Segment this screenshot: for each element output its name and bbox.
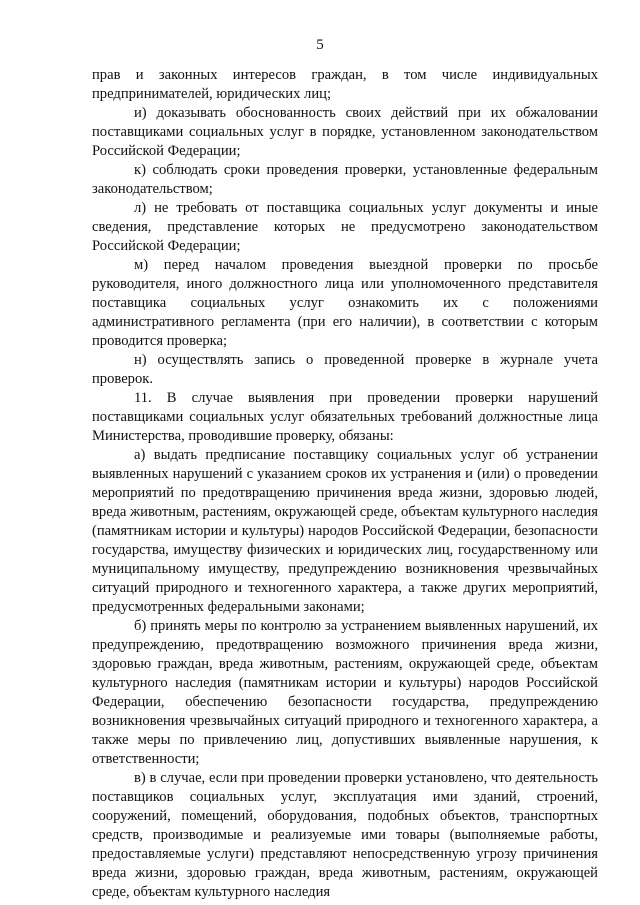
- paragraph-continuation: прав и законных интересов граждан, в том числе индивидуальных предпринимателей, юридических лиц;: [92, 67, 598, 102]
- paragraph-section-11: 11. В случае выявления при проведении проверки нарушений поставщиками социальных услуг обязательных требований должностные лица Министерства, проводившие проверку, обязаны:: [92, 390, 598, 444]
- paragraph-item-n: н) осуществлять запись о проведенной проверке в журнале учета проверок.: [92, 352, 598, 387]
- paragraph-item-k: к) соблюдать сроки проведения проверки, установленные федеральным законодательством;: [92, 162, 598, 197]
- paragraph-item-a: а) выдать предписание поставщику социальных услуг об устранении выявленных нарушений с указанием сроков их устранения и (или) о проведении мероприятий по предотвращению причинения вреда жизни, здоровью людей, вреда животным, растениям, окружающей среде, объектам культурного наследия (памятникам истории и культуры) народов Российской Федерации, безопасности государства, имуществу физических и юридических лиц, государственному или муниципальному имуществу, предупреждению возникновения чрезвычайных ситуаций природного и техногенного характера, а также других мероприятий, предусмотренных федеральными законами;: [92, 447, 598, 615]
- document-body: [92, 66, 598, 902]
- page-number: 5: [316, 37, 324, 53]
- paragraph-item-b: б) принять меры по контролю за устранением выявленных нарушений, их предупреждению, предотвращению возможного причинения вреда жизни, здоровью граждан, вреда животным, растениям, окружающей среде, объектам культурного наследия (памятникам истории и культуры) народов Российской Федерации, обеспечению безопасности государства, предупреждению возникновения чрезвычайных ситуаций природного и техногенного характера, а также меры по привлечению лиц, допустивших выявленные нарушения, к ответственности;: [92, 618, 598, 767]
- paragraph-item-i: и) доказывать обоснованность своих действий при их обжаловании поставщиками социальных услуг в порядке, установленном законодательством Российской Федерации;: [92, 105, 598, 159]
- paragraph-item-v: в) в случае, если при проведении проверки установлено, что деятельность поставщиков социальных услуг, эксплуатация ими зданий, строений, сооружений, помещений, оборудования, подобных объектов, транспортных средств, производимые и реализуемые ими товары (выполняемые работы, предоставляемые услуги) представляют непосредственную угрозу причинения вреда жизни, здоровью граждан, вреда животным, растениям, окружающей среде, объектам культурного наследия: [92, 770, 598, 900]
- paragraph-item-l: л) не требовать от поставщика социальных услуг документы и иные сведения, представление которых не предусмотрено законодательством Российской Федерации;: [92, 200, 598, 254]
- paragraph-item-m: м) перед началом проведения выездной проверки по просьбе руководителя, иного должностного лица или уполномоченного представителя поставщика социальных услуг ознакомить их с положениями административного регламента (при его наличии), в соответствии с которым проводится проверка;: [92, 257, 598, 349]
